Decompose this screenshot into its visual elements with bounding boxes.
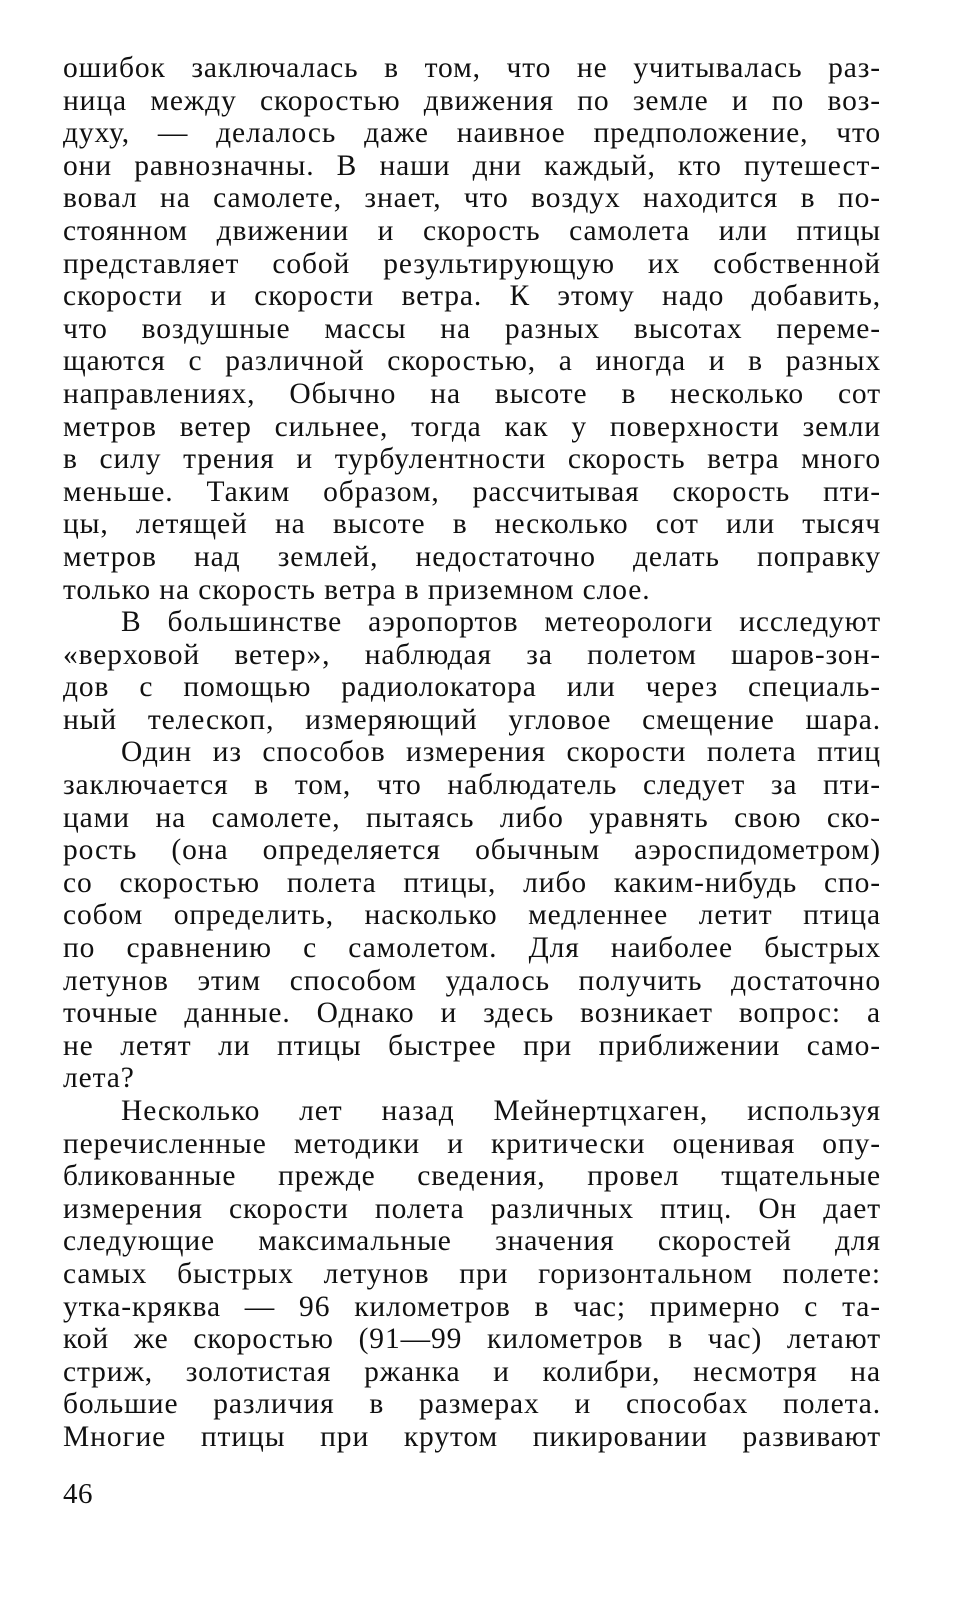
text-line: что воздушные массы на разных высотах переме- [63, 312, 881, 345]
text-line: бликованные прежде сведения, провел тщательные [63, 1160, 881, 1193]
paragraph-2 [63, 606, 881, 736]
text-line: со скоростью полета птицы, либо каким-нибудь спо- [63, 866, 881, 899]
text-line: стоянном движении и скорость самолета или птицы [63, 214, 881, 247]
text-line: ный телескоп, измеряющий угловое смещение шара. [63, 703, 881, 736]
text-line: рость (она определяется обычным аэроспидометром) [63, 834, 881, 867]
text-line: вовал на самолете, знает, что воздух находится в по- [63, 182, 881, 215]
text-line: лета? [63, 1062, 135, 1095]
text-line: перечисленные методики и критически оценивая опу- [63, 1127, 881, 1160]
text-line: метров над землей, недостаточно делать поправку [63, 540, 881, 573]
text-line: скорости и скорости ветра. К этому надо добавить, [63, 280, 881, 313]
text-line: Многие птицы при крутом пикировании развивают [63, 1420, 881, 1453]
text-line: «верховой ветер», наблюдая за полетом шаров-зон- [63, 638, 881, 671]
text-line: щаются с различной скоростью, а иногда и в разных [63, 345, 881, 378]
text-line: представляет собой результирующую их собственной [63, 247, 881, 280]
text-line: точные данные. Однако и здесь возникает вопрос: а [63, 997, 881, 1030]
text-line: только на скорость ветра в приземном слое. [63, 573, 651, 606]
text-line: стриж, золотистая ржанка и колибри, несмотря на [63, 1355, 881, 1388]
text-line: В большинстве аэропортов метеорологи исследуют [121, 606, 881, 639]
page-number: 46 [63, 1478, 93, 1510]
paragraph-4 [63, 1095, 881, 1454]
paragraph-1 [63, 52, 881, 606]
text-line: духу, — делалось даже наивное предположение, что [63, 117, 881, 150]
text-line: заключается в том, что наблюдатель следует за пти- [63, 769, 881, 802]
text-line: следующие максимальные значения скоростей для [63, 1225, 881, 1258]
text-line: меньше. Таким образом, рассчитывая скорость пти- [63, 475, 881, 508]
text-line: большие различия в размерах и способах полета. [63, 1388, 881, 1421]
page-text [63, 52, 881, 1454]
text-line: самых быстрых летунов при горизонтальном полете: [63, 1257, 881, 1290]
text-line: утка-кряква — 96 километров в час; примерно с та- [63, 1290, 881, 1323]
text-line: они равнозначны. В наши дни каждый, кто путешест- [63, 149, 881, 182]
text-line: в силу трения и турбулентности скорость ветра много [63, 443, 881, 476]
text-line: измерения скорости полета различных птиц. Он дает [63, 1192, 881, 1225]
text-line: дов с помощью радиолокатора или через специаль- [63, 671, 881, 704]
text-line: Несколько лет назад Мейнертцхаген, используя [121, 1095, 881, 1127]
text-line: ница между скоростью движения по земле и по воз- [63, 84, 881, 117]
text-line: кой же скоростью (91—99 километров в час) летают [63, 1323, 881, 1356]
paragraph-3 [63, 736, 881, 1095]
text-line: летунов этим способом удалось получить достаточно [63, 964, 881, 997]
text-line: по сравнению с самолетом. Для наиболее быстрых [63, 932, 881, 965]
text-line: Один из способов измерения скорости полета птиц [121, 736, 881, 769]
text-line: метров ветер сильнее, тогда как у поверхности земли [63, 410, 881, 443]
text-line: собом определить, насколько медленнее летит птица [63, 899, 881, 932]
text-line: не летят ли птицы быстрее при приближении само- [63, 1029, 881, 1062]
text-line: цы, летящей на высоте в несколько сот или тысяч [63, 508, 881, 541]
text-line: цами на самолете, пытаясь либо уравнять свою ско- [63, 801, 881, 834]
text-line: ошибок заключалась в том, что не учитывалась раз- [63, 52, 881, 84]
text-line: направлениях, Обычно на высоте в несколько сот [63, 377, 881, 410]
